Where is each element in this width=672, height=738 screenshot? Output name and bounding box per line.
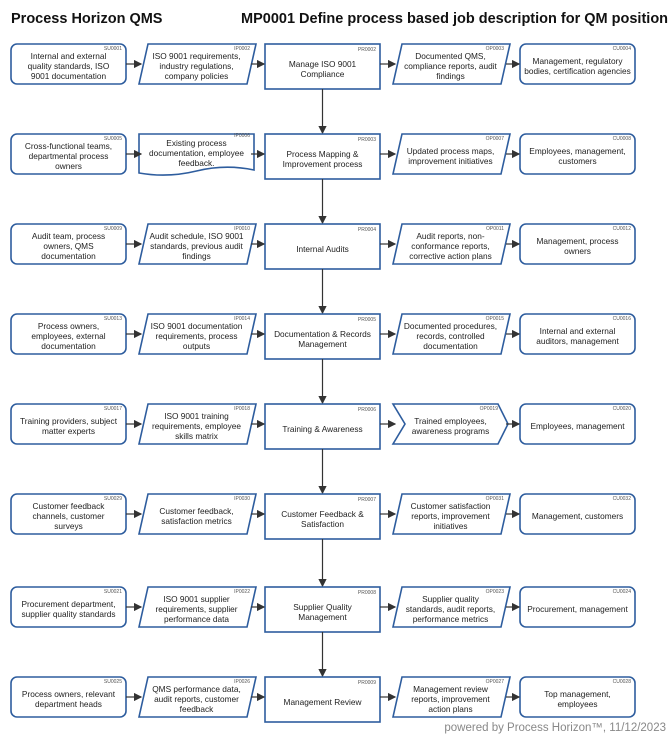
customer-code: CU0020: [612, 406, 631, 412]
process-code: PR0007: [357, 497, 376, 503]
customer-code: CU0012: [612, 226, 631, 232]
customer-code: CU0024: [612, 589, 631, 595]
input-label: QMS performance data, audit reports, customer feedback: [152, 684, 241, 714]
output-code: OP0011: [486, 226, 504, 232]
process-code: PR0005: [357, 317, 376, 323]
input-label: ISO 9001 training requirements, employee skills matrix: [151, 411, 241, 441]
process-label: Manage ISO 9001 Compliance: [288, 58, 357, 79]
process-label: Customer Feedback & Satisfaction: [281, 508, 364, 529]
supplier-label: Process owners, relevant department heads: [21, 689, 116, 709]
process-code: PR0008: [357, 590, 376, 596]
app-title: Process Horizon QMS: [11, 11, 163, 27]
process-label: Training & Awareness: [282, 423, 363, 434]
process-label: Management Review: [283, 696, 362, 707]
output-label: Documented procedures, records, controlled documentation: [403, 321, 498, 351]
supplier-code: SU0013: [103, 316, 122, 322]
input-code: IP0022: [234, 589, 250, 595]
customer-label: Employees, management: [530, 421, 625, 431]
customer-label: Procurement, management: [527, 604, 628, 614]
customer-code: CU0016: [612, 316, 631, 322]
supplier-code: SU0001: [103, 46, 122, 52]
page-title: MP0001 Define process based job description for QM position: [241, 11, 669, 27]
process-label: Internal Audits: [296, 243, 349, 254]
customer-label: Management, regulatory bodies, certification agencies: [524, 56, 631, 76]
input-label: ISO 9001 requirements, industry regulations, company policies: [152, 51, 241, 81]
output-label: Management review reports, improvement action plans: [411, 684, 490, 714]
supplier-label: Customer feedback channels, customer surveys: [32, 501, 105, 531]
footer-credit: powered by Process Horizon™, 11/12/2023: [444, 722, 666, 734]
supplier-label: Internal and external quality standards, ISO 9001 documentation: [27, 51, 110, 81]
input-code: IP0026: [234, 679, 250, 685]
supplier-code: SU0029: [103, 496, 122, 502]
input-code: IP0030: [234, 496, 250, 502]
supplier-code: SU0025: [103, 679, 122, 685]
process-label: Supplier Quality Management: [293, 601, 352, 622]
output-code: OP0031: [485, 496, 504, 502]
process-code: PR0006: [357, 407, 376, 413]
customer-label: Employees, management, customers: [529, 146, 626, 166]
input-code: IP0010: [234, 226, 250, 232]
process-label: Documentation & Records Management: [274, 328, 371, 349]
process-code: PR0003: [357, 137, 376, 143]
input-code: IP0006: [234, 133, 250, 139]
output-label: Supplier quality standards, audit reports, performance metrics: [405, 594, 496, 624]
input-code: IP0018: [234, 406, 250, 412]
process-code: PR0002: [357, 47, 376, 53]
output-code: OP0023: [485, 589, 504, 595]
process-code: PR0004: [357, 227, 376, 233]
customer-code: CU0004: [612, 46, 631, 52]
output-code: OP0027: [485, 679, 504, 685]
customer-code: CU0008: [612, 136, 631, 142]
output-code: OP0015: [485, 316, 504, 322]
input-code: IP0002: [234, 46, 250, 52]
customer-label: Management, customers: [531, 511, 624, 521]
input-code: IP0014: [234, 316, 250, 322]
supplier-code: SU0021: [103, 589, 122, 595]
supplier-label: Procurement department, supplier quality standards: [21, 599, 116, 619]
customer-label: Management, process owners: [536, 236, 619, 256]
supplier-code: SU0017: [103, 406, 122, 412]
customer-code: CU0028: [612, 679, 631, 685]
supplier-label: Audit team, process owners, QMS documentation: [31, 231, 106, 261]
input-label: ISO 9001 supplier requirements, supplier performance data: [155, 594, 238, 624]
output-code: OP0003: [485, 46, 504, 52]
supplier-label: Cross-functional teams, departmental process owners: [24, 141, 113, 171]
customer-code: CU0032: [612, 496, 631, 502]
process-code: PR0009: [357, 680, 376, 686]
output-code: OP0007: [485, 136, 504, 142]
output-code: OP0019: [479, 406, 498, 412]
process-label: Process Mapping & Improvement process: [282, 148, 363, 169]
output-label: Updated process maps, improvement initiatives: [406, 146, 495, 166]
output-label: Customer satisfaction reports, improvement initiatives: [410, 501, 491, 531]
supplier-label: Process owners, employees, external documentation: [31, 321, 106, 351]
supplier-code: SU0009: [103, 226, 122, 232]
input-label: Audit schedule, ISO 9001 standards, previous audit findings: [149, 231, 244, 261]
input-label: ISO 9001 documentation requirements, process outputs: [150, 321, 243, 351]
input-label: Customer feedback, satisfaction metrics: [159, 506, 234, 526]
output-label: Documented QMS, compliance reports, audit findings: [404, 51, 497, 81]
output-label: Trained employees, awareness programs: [411, 416, 490, 436]
input-label: Existing process documentation, employee feedback.: [148, 138, 244, 168]
output-label: Audit reports, non-conformance reports, corrective action plans: [409, 231, 492, 261]
supplier-label: Training providers, subject matter experts: [20, 416, 117, 436]
supplier-code: SU0005: [103, 136, 122, 142]
customer-label: Top management, employees: [544, 689, 611, 709]
customer-label: Internal and external auditors, management: [536, 326, 619, 346]
